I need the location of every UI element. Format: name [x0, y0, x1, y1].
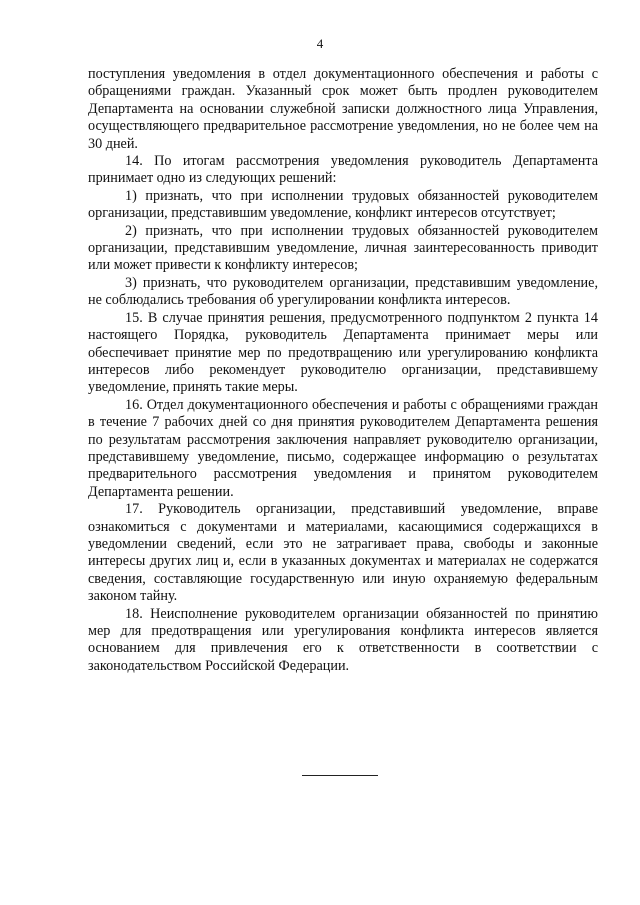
paragraph-14: 14. По итогам рассмотрения уведомления руководитель Департамента принимает одно из следующих решений:: [88, 153, 598, 187]
paragraph-14-item-2: 2) признать, что при исполнении трудовых обязанностей руководителем организации, представившим уведомление, личная заинтересованность приводит или может привести к конфликту интересов;: [88, 222, 598, 274]
document-body: [88, 66, 598, 675]
end-of-document-line: [302, 775, 378, 776]
paragraph-14-item-3: 3) признать, что руководителем организации, представившим уведомление, не соблюдались требования об урегулировании конфликта интересов.: [88, 274, 598, 309]
paragraph-16: 16. Отдел документационного обеспечения и работы с обращениями граждан в течение 7 рабочих дней со дня принятия руководителем Департамента решения по результатам рассмотрения заключения направляет руководителю организации, представившему уведомление, письмо, содержащее информацию о результатах предварительного рассмотрения уведомления и принятом руководителем Департамента решении.: [88, 396, 598, 500]
paragraph-14-item-1: 1) признать, что при исполнении трудовых обязанностей руководителем организации, представившим уведомление, конфликт интересов отсутствует;: [88, 187, 598, 222]
paragraph-continuation: поступления уведомления в отдел документационного обеспечения и работы с обращениями граждан. Указанный срок может быть продлен руководителем Департамента на основании служебной записки должностного лица Управления, осуществляющего предварительное рассмотрение уведомления, но не более чем на 30 дней.: [88, 66, 598, 152]
paragraph-18: 18. Неисполнение руководителем организации обязанностей по принятию мер для предотвращения или урегулирования конфликта интересов является основанием для привлечения его к ответственности в соответствии с законодательством Российской Федерации.: [88, 605, 598, 674]
paragraph-17: 17. Руководитель организации, представивший уведомление, вправе ознакомиться с документами и материалами, касающимися содержащихся в уведомлении сведений, если это не затрагивает права, свободы и законные интересы других лиц и, если в указанных документах и материалах не содержатся сведения, составляющие государственную или иную охраняемую федеральным законом тайну.: [88, 501, 598, 605]
paragraph-15: 15. В случае принятия решения, предусмотренного подпунктом 2 пункта 14 настоящего Порядка, руководитель Департамента принимает меры или обеспечивает принятие мер по предотвращению или урегулированию конфликта интересов либо рекомендует руководителю организации, представившему уведомление, принять такие меры.: [88, 309, 598, 396]
page-number: 4: [316, 36, 324, 51]
